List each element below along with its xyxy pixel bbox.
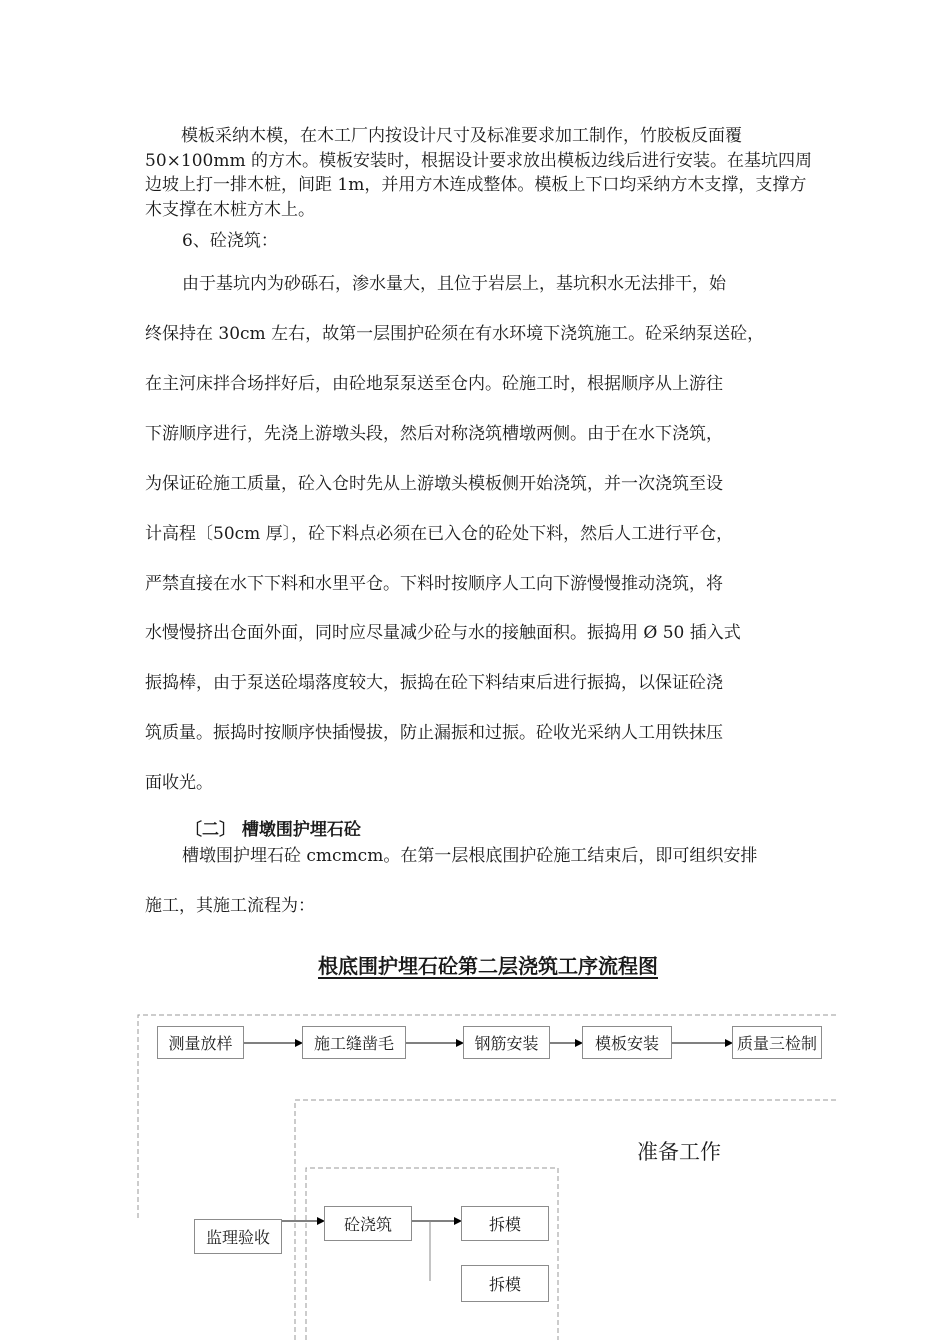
paragraph-line: 下游顺序进行，先浇上游墩头段，然后对称浇筑槽墩两侧。由于在水下浇筑， xyxy=(145,424,723,444)
step-formwork: 模板安装 xyxy=(582,1026,672,1059)
step-strip-formwork-1: 拆模 xyxy=(461,1206,549,1241)
paragraph-line: 筑质量。振捣时按顺序快插慢拔，防止漏振和过振。砼收光采纳人工用铁抹压 xyxy=(145,723,723,743)
paragraph-line: 面收光。 xyxy=(145,773,213,793)
step-rebar: 钢筋安装 xyxy=(463,1026,550,1059)
step-supervision-acceptance: 监理验收 xyxy=(194,1219,282,1254)
paragraph-line: 严禁直接在水下下料和水里平仓。下料时按顺序人工向下游慢慢推动浇筑，将 xyxy=(145,574,723,594)
paragraph-formwork-text: 模板采纳木模，在木工厂内按设计尺寸及标准要求加工制作，竹胶板反面覆 50×100mm 的方木。模板安装时，根据设计要求放出模板边线后进行安装。在基坑四周边坡上打一排木桩，间距 1m，并用方木连成整体。模板上下口均采纳方木支撑，支撑方木支撑在木桩方木上。 xyxy=(145,126,812,220)
section-2-line: 槽墩围护埋石砼 cmcmcm。在第一层根底围护砼施工结束后，即可组织安排 xyxy=(182,846,758,866)
paragraph-line: 为保证砼施工质量，砼入仓时先从上游墩头模板侧开始浇筑，并一次浇筑至设 xyxy=(145,474,723,494)
flowchart-title: 根底围护埋石砼第二层浇筑工序流程图 xyxy=(318,954,658,978)
step-concrete-pour: 砼浇筑 xyxy=(324,1206,412,1241)
step-strip-formwork-2: 拆模 xyxy=(461,1265,549,1302)
paragraph-line: 振捣棒，由于泵送砼塌落度较大，振捣在砼下料结束后进行振捣，以保证砼浇 xyxy=(145,673,723,693)
step-quality-check: 质量三检制 xyxy=(732,1026,822,1059)
paragraph-line: 水慢慢挤出仓面外面，同时应尽量减少砼与水的接触面积。振捣用 Ø 50 插入式 xyxy=(145,623,741,643)
item-6-heading: 6、砼浇筑： xyxy=(182,231,278,251)
paragraph-line: 由于基坑内为砂砾石，渗水量大，且位于岩层上，基坑积水无法排干，始 xyxy=(182,274,726,294)
paragraph-line: 计高程〔50cm 厚〕，砼下料点必须在已入仓的砼处下料，然后人工进行平仓， xyxy=(145,524,734,544)
section-2-heading: 〔二〕 槽墩围护埋石砼 xyxy=(185,820,361,840)
prep-stage-label: 准备工作 xyxy=(637,1140,721,1164)
step-survey: 测量放样 xyxy=(157,1026,244,1059)
paragraph-line: 终保持在 30cm 左右，故第一层围护砼须在有水环境下浇筑施工。砼采纳泵送砼， xyxy=(145,324,765,344)
paragraph-line: 在主河床拌合场拌好后，由砼地泵泵送至仓内。砼施工时，根据顺序从上游往 xyxy=(145,374,723,394)
step-chiseling: 施工缝凿毛 xyxy=(302,1026,406,1059)
section-2-line: 施工，其施工流程为： xyxy=(145,896,315,916)
pour-frame xyxy=(306,1168,558,1340)
